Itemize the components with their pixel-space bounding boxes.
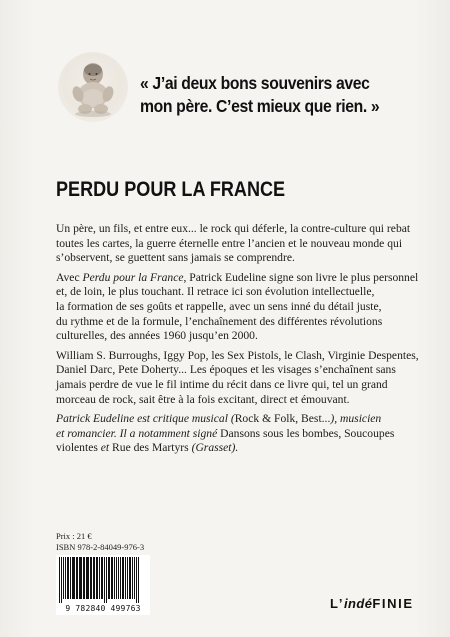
isbn-barcode (56, 555, 150, 615)
blurb-segment: Daniel Darc, Pete Doherty... Les époques et les visages s’enchaînent sans (56, 363, 396, 377)
barcode-bar (67, 557, 69, 599)
barcode-bar (101, 557, 103, 599)
blurb-italic-segment: Patrick Eudeline est critique musical ( (56, 412, 235, 426)
barcode-bar (132, 557, 133, 599)
barcode-bar (108, 557, 110, 599)
barcode-bar (134, 557, 135, 599)
barcode-bar (122, 557, 124, 599)
barcode-bar (114, 557, 115, 599)
barcode-bar (65, 557, 66, 599)
barcode-bar (104, 557, 105, 603)
blurb-line (56, 300, 406, 315)
blurb-segment: Rock & Folk, Best... (234, 412, 331, 426)
blurb-segment: morceau de rock, sait être à la fois excitant, direct et émouvant. (56, 392, 350, 406)
blurb-paragraph (56, 270, 419, 344)
barcode-bar (99, 557, 100, 599)
barcode-bar (83, 557, 85, 599)
blurb-line (56, 251, 406, 266)
blurb-line (56, 348, 419, 364)
quote-line-1: « J’ai deux bons souvenirs avec (140, 73, 370, 93)
barcode-bar (79, 557, 82, 599)
barcode-bar (63, 557, 64, 599)
barcode-bar (93, 557, 95, 599)
blurb-segment: Avec (56, 270, 83, 284)
blurb-italic-segment: ), musicien (330, 412, 382, 426)
price-label: Prix : 21 € (56, 531, 92, 541)
barcode-bar (111, 557, 113, 599)
barcode-bar (136, 557, 137, 603)
back-cover-quote (140, 72, 410, 118)
publisher-logo-middle: indé (344, 596, 373, 611)
barcode-bar (116, 557, 117, 599)
barcode-bar (106, 557, 107, 603)
blurb-line (56, 393, 406, 408)
quote-line-2: mon père. C’est mieux que rien. » (140, 96, 380, 116)
barcode-bars (56, 555, 150, 605)
barcode-bar (127, 557, 128, 599)
blurb-segment: culturelles, des années 1960 jusqu’en 2000. (56, 329, 258, 343)
barcode-bar (59, 557, 60, 603)
barcode-bar (138, 557, 139, 603)
blurb-segment: et, de loin, le plus touchant. Il retrace ici son évolution intellectuelle, (56, 285, 375, 299)
barcode-bar (118, 557, 119, 599)
blurb-italic-segment: et romancier. Il a notamment signé (56, 426, 221, 440)
publisher-logo-suffix: FINIE (372, 596, 414, 611)
blurb-line (56, 315, 406, 330)
barcode-bar (125, 557, 126, 599)
baby-photo-image (58, 52, 128, 122)
barcode-bar (70, 557, 71, 599)
blurb-line (56, 237, 406, 252)
barcode-bar (61, 557, 62, 603)
blurb-segment: violentes (56, 441, 101, 455)
publisher-logo-prefix: L’ (330, 596, 345, 611)
book-title: PERDU POUR LA FRANCE (56, 178, 286, 201)
barcode-bar (120, 557, 121, 599)
blurb-segment: du rythme et de la formule, l’enchaînement des différentes révolutions (56, 314, 383, 328)
blurb-segment: Rue des Martyrs (109, 441, 192, 455)
barcode-bar (76, 557, 78, 599)
blurb-paragraph (56, 348, 419, 407)
blurb-text (56, 222, 419, 461)
blurb-line (56, 441, 406, 456)
blurb-segment: Un père, un fils, et entre eux... le rock qui déferle, la contre-culture qui rebat (56, 222, 411, 235)
blurb-line (56, 412, 406, 427)
blurb-paragraph (56, 222, 411, 266)
barcode-bar (129, 557, 131, 599)
blurb-italic-segment: (Grasset). (191, 441, 239, 455)
blurb-line (56, 363, 406, 378)
blurb-line (56, 270, 419, 286)
barcode-bar (90, 557, 92, 599)
blurb-segment: jamais perdre de vue le fil intime du récit dans ce livre qui, tel un grand (56, 377, 388, 391)
barcode-digits: 9 782840 499763 (65, 604, 141, 613)
isbn-label: ISBN 978-2-84049-976-3 (56, 542, 145, 552)
blurb-segment: Dansons sous les bombes, Soucoupes (220, 426, 395, 440)
blurb-segment: la formation de ses goûts et rappelle, avec un sens inné du détail juste, (56, 299, 382, 313)
blurb-segment: , Patrick Eudeline signe son livre le plus personnel (183, 270, 419, 284)
blurb-paragraph (56, 412, 406, 456)
publisher-logo (330, 596, 414, 611)
barcode-bar (86, 557, 89, 599)
baby-illustration (58, 52, 128, 122)
blurb-line (56, 427, 406, 442)
blurb-italic-segment: Perdu pour la France (82, 270, 184, 284)
blurb-segment: s’observent, se guettent sans jamais se comprendre. (56, 251, 295, 265)
blurb-line (56, 378, 406, 393)
blurb-line (56, 222, 411, 237)
blurb-line (56, 285, 406, 300)
barcode-bar (72, 557, 75, 599)
barcode-bar (96, 557, 98, 599)
blurb-italic-segment: et (100, 441, 110, 455)
blurb-segment: William S. Burroughs, Iggy Pop, les Sex Pistols, le Clash, Virginie Despentes, (56, 348, 419, 362)
blurb-segment: toutes les cartes, la guerre éternelle entre l’ancien et le nouveau monde qui (56, 236, 403, 250)
blurb-line (56, 329, 406, 344)
